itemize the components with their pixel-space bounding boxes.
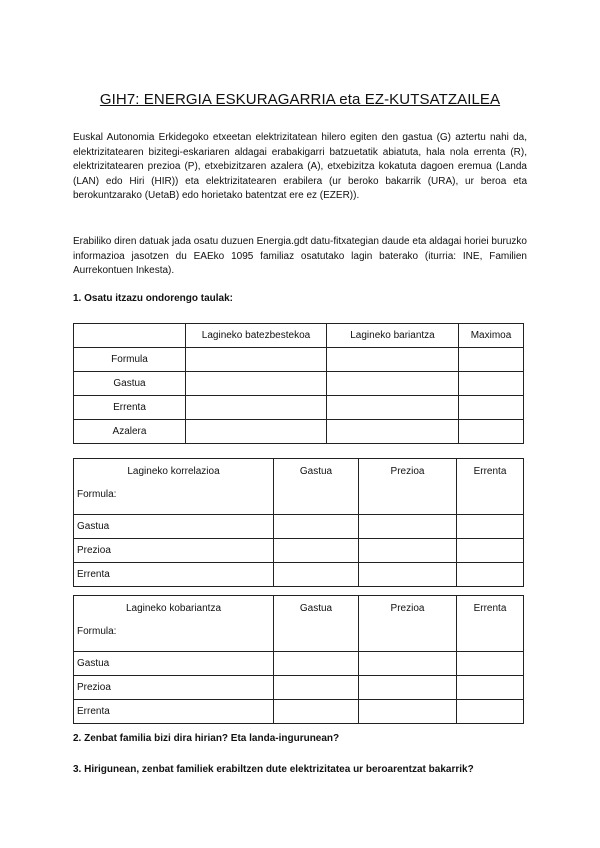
- table-row: [74, 700, 524, 724]
- covariance-title-cell: [74, 596, 274, 652]
- answer-cell[interactable]: [459, 348, 524, 372]
- answer-cell[interactable]: [359, 515, 457, 539]
- intro-paragraph: Euskal Autonomia Erkidegoko etxeetan elektrizitatean hilero egiten den gastua (G) aztertu nahi da, elektrizitatearen bizitegi-eskariaren aldagai erabakigarri batzuetatik abiatuta, hala nola errenta (R), elektrizitatearen prezioa (P), etxebizitzaren azalera (A), etxebizitza kokatuta dagoen eremua (Landa (LAN) edo Hiri (HIR)) eta elektrizitatearen erabilera (ur beroko bakarrik (URA), ur beroa eta berokuntzarako (UetaB) edo horietako batentzat ere ez (EZER)).: [73, 132, 527, 202]
- answer-cell[interactable]: [457, 563, 524, 587]
- table-row: [74, 515, 524, 539]
- table-header-empty: [74, 324, 186, 348]
- row-label: Errenta: [74, 700, 274, 724]
- answer-cell[interactable]: [459, 420, 524, 444]
- answer-cell[interactable]: [457, 652, 524, 676]
- row-label: Formula: [74, 348, 186, 372]
- answer-cell[interactable]: [186, 420, 327, 444]
- formula-label: Formula:: [77, 489, 117, 500]
- table-row: [74, 372, 524, 396]
- correlation-title-cell: [74, 459, 274, 515]
- answer-cell[interactable]: [359, 652, 457, 676]
- answer-cell[interactable]: [274, 652, 359, 676]
- row-label: Prezioa: [74, 539, 274, 563]
- row-label: Azalera: [74, 420, 186, 444]
- answer-cell[interactable]: [459, 372, 524, 396]
- page-title: GIH7: ENERGIA ESKURAGARRIA eta EZ-KUTSATZAILEA: [99, 91, 501, 108]
- answer-cell[interactable]: [186, 372, 327, 396]
- header-mean: Lagineko batezbestekoa: [186, 324, 327, 348]
- header-prezioa: Prezioa: [359, 596, 457, 652]
- row-label: Gastua: [74, 652, 274, 676]
- answer-cell[interactable]: [457, 676, 524, 700]
- answer-cell[interactable]: [359, 700, 457, 724]
- answer-cell[interactable]: [186, 348, 327, 372]
- row-label: Gastua: [74, 372, 186, 396]
- row-label: Errenta: [74, 396, 186, 420]
- covariance-title: Lagineko kobariantza: [125, 603, 222, 614]
- row-label: Gastua: [74, 515, 274, 539]
- question-1: 1. Osatu itzazu ondorengo taulak:: [73, 293, 234, 304]
- header-gastua: Gastua: [274, 596, 359, 652]
- answer-cell[interactable]: [274, 515, 359, 539]
- stats-table: [73, 323, 524, 444]
- covariance-table: [73, 595, 524, 724]
- answer-cell[interactable]: [359, 539, 457, 563]
- answer-cell[interactable]: [459, 396, 524, 420]
- answer-cell[interactable]: [457, 515, 524, 539]
- answer-cell[interactable]: [457, 700, 524, 724]
- answer-cell[interactable]: [327, 348, 459, 372]
- table-row: [74, 539, 524, 563]
- answer-cell[interactable]: [359, 676, 457, 700]
- header-errenta: Errenta: [457, 459, 524, 515]
- header-max: Maximoa: [459, 324, 524, 348]
- answer-cell[interactable]: [274, 676, 359, 700]
- table-header-row: [74, 324, 524, 348]
- question-3: 3. Hirigunean, zenbat familiek erabiltzen dute elektrizitatea ur beroarentzat bakarrik?: [73, 764, 474, 775]
- correlation-table: [73, 458, 524, 587]
- answer-cell[interactable]: [327, 372, 459, 396]
- table-row: [74, 420, 524, 444]
- formula-label: Formula:: [77, 626, 117, 637]
- table-row: [74, 652, 524, 676]
- answer-cell[interactable]: [457, 539, 524, 563]
- table-row: [74, 396, 524, 420]
- table-row: [74, 563, 524, 587]
- header-variance: Lagineko bariantza: [327, 324, 459, 348]
- question-2: 2. Zenbat familia bizi dira hirian? Eta landa-ingurunean?: [73, 733, 340, 744]
- table-row: [74, 676, 524, 700]
- row-label: Prezioa: [74, 676, 274, 700]
- answer-cell[interactable]: [274, 563, 359, 587]
- answer-cell[interactable]: [327, 420, 459, 444]
- correlation-title: Lagineko korrelazioa: [127, 466, 220, 477]
- answer-cell[interactable]: [327, 396, 459, 420]
- answer-cell[interactable]: [186, 396, 327, 420]
- answer-cell[interactable]: [274, 539, 359, 563]
- table-row: [74, 348, 524, 372]
- header-prezioa: Prezioa: [359, 459, 457, 515]
- answer-cell[interactable]: [359, 563, 457, 587]
- data-paragraph: Erabiliko diren datuak jada osatu duzuen Energia.gdt datu-fitxategian daude eta aldagai horiei buruzko informazioa jasotzen du EAEko 1095 familiaz osatutako lagin baterako (iturria: INE, Familien Aurrekontuen Inkesta).: [73, 236, 527, 277]
- header-gastua: Gastua: [274, 459, 359, 515]
- table-header-row: [74, 596, 524, 652]
- row-label: Errenta: [74, 563, 274, 587]
- table-header-row: [74, 459, 524, 515]
- header-errenta: Errenta: [457, 596, 524, 652]
- answer-cell[interactable]: [274, 700, 359, 724]
